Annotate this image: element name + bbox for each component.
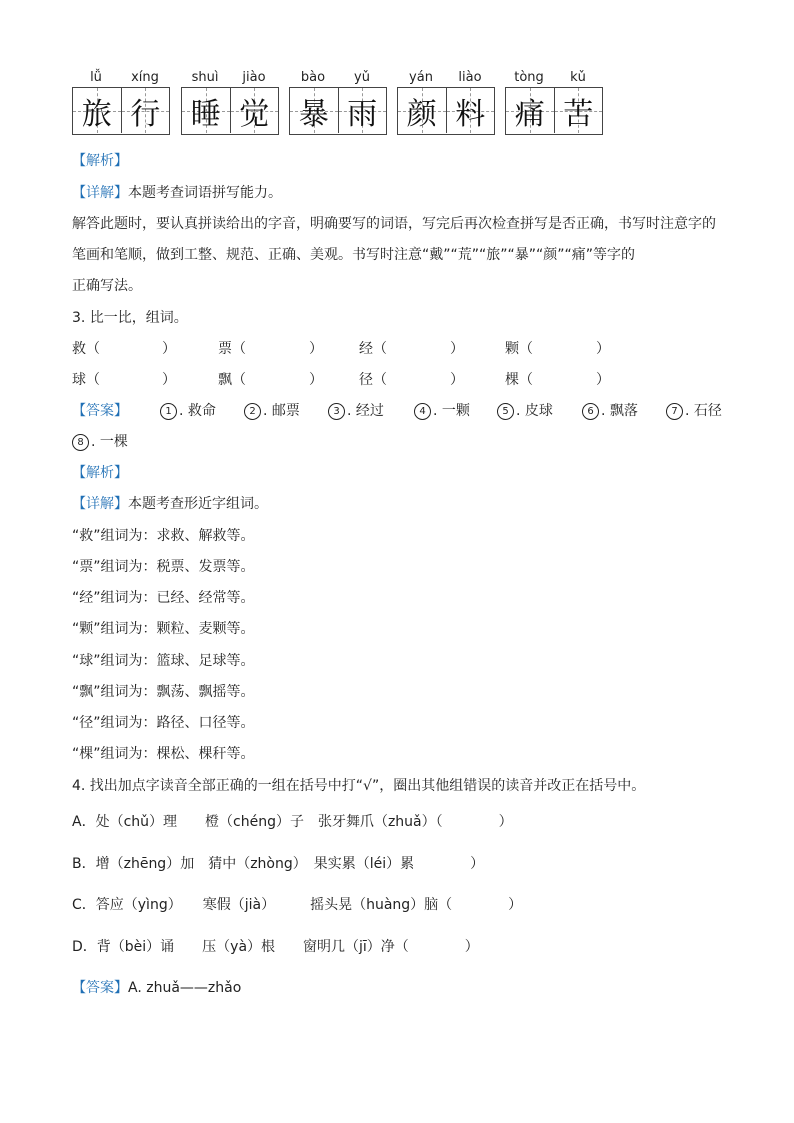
blank-close: ） <box>162 372 176 388</box>
character-cell: 睡 <box>182 88 230 133</box>
character-box <box>181 87 279 135</box>
pinyin-label: jiào <box>242 70 266 85</box>
pinyin-label: tòng <box>514 70 544 85</box>
character-cell: 觉 <box>230 88 279 133</box>
analysis-heading: 【解析】 <box>72 153 128 169</box>
answer-tag: 【答案】 <box>72 403 128 419</box>
word-blank: 飘（ <box>218 372 246 388</box>
question-title: 3. 比一比，组词。 <box>72 310 188 326</box>
option-d: D．背（bèi）诵 压（yà）根 窗明几（jī）净（ ） <box>72 939 479 955</box>
option-b: B．增（zhēng）加 猜中（zhòng） 果实累（léi）累 ） <box>72 856 485 872</box>
blank-close: ） <box>450 341 464 357</box>
option-c: C．答应（yìng） 寒假（jià） 摇头晃（huàng）脑（ ） <box>72 897 523 913</box>
blank-close: ） <box>309 372 323 388</box>
character-cell: 雨 <box>338 88 387 133</box>
answer-item: 2 . 邮票 <box>244 400 300 420</box>
word-blank: 颗（ <box>505 341 533 357</box>
word-blank: 径（ <box>359 372 387 388</box>
blank-close: ） <box>596 372 610 388</box>
character-cell: 料 <box>446 88 495 133</box>
word-explanation: “颗”组词为：颗粒、麦颗等。 <box>72 621 255 637</box>
answer-text: A. zhuǎ——zhǎo <box>128 980 242 996</box>
detail-tag: 【详解】 <box>72 185 128 201</box>
answer-item: 4 . 一颗 <box>414 400 470 420</box>
pinyin-label: kǔ <box>570 70 586 85</box>
detail-text: 本题考查词语拼写能力。 <box>128 185 282 201</box>
character-cell: 暴 <box>290 88 338 133</box>
pinyin-label: shuì <box>191 70 219 85</box>
character-cell: 旅 <box>73 88 121 133</box>
blank-close: ） <box>309 341 323 357</box>
option-a: A．处（chǔ）理 橙（chéng）子 张牙舞爪（zhuǎ）（ ） <box>72 814 513 830</box>
blank-close: ） <box>596 341 610 357</box>
word-explanation: “球”组词为：篮球、足球等。 <box>72 653 255 669</box>
paragraph-line: 正确写法。 <box>72 278 142 294</box>
pinyin-label: yán <box>409 70 433 85</box>
answer-item: 1 . 救命 <box>160 400 216 420</box>
blank-close: ） <box>162 341 176 357</box>
word-explanation: “经”组词为：已经、经常等。 <box>72 590 255 606</box>
word-blank: 票（ <box>218 341 246 357</box>
detail-text: 本题考查形近字组词。 <box>128 496 268 512</box>
paragraph-line: 解答此题时，要认真拼读给出的字音，明确要写的词语，写完后再次检查拼写是否正确，书写时注意字的 <box>72 216 716 232</box>
word-explanation: “票”组词为：税票、发票等。 <box>72 559 255 575</box>
character-box <box>397 87 495 135</box>
character-cell: 苦 <box>554 88 603 133</box>
pinyin-label: yǔ <box>354 70 370 85</box>
answer-tag: 【答案】 <box>72 980 128 996</box>
character-cell: 行 <box>121 88 170 133</box>
detail-line <box>72 182 282 202</box>
word-blank: 救（ <box>72 341 100 357</box>
word-explanation: “飘”组词为：飘荡、飘摇等。 <box>72 684 255 700</box>
answer-item: 6 . 飘落 <box>582 400 638 420</box>
pinyin-label: liào <box>458 70 482 85</box>
pinyin-label: xíng <box>131 70 159 85</box>
word-explanation: “径”组词为：路径、口径等。 <box>72 715 255 731</box>
answer-item: 5 . 皮球 <box>497 400 553 420</box>
answer-item: 3 . 经过 <box>328 400 384 420</box>
answer-item: 7 . 石径 <box>666 400 722 420</box>
question-title: 4. 找出加点字读音全部正确的一组在括号中打“√”，圈出其他组错误的读音并改正在括号中。 <box>72 778 646 794</box>
character-box <box>72 87 170 135</box>
pinyin-label: lǚ <box>90 70 102 85</box>
detail-line <box>72 493 268 513</box>
word-blank: 经（ <box>359 341 387 357</box>
pinyin-label: bào <box>300 70 326 85</box>
word-blank: 球（ <box>72 372 100 388</box>
paragraph-line: 笔画和笔顺，做到工整、规范、正确、美观。书写时注意“戴”“荒”“旅”“暴”“颜”“痛”等字的 <box>72 247 636 263</box>
character-box <box>505 87 603 135</box>
analysis-heading: 【解析】 <box>72 465 128 481</box>
answer-line <box>72 977 241 997</box>
answer-item: 8 . 一棵 <box>72 431 128 451</box>
character-cell: 颜 <box>398 88 446 133</box>
word-blank: 棵（ <box>505 372 533 388</box>
blank-close: ） <box>450 372 464 388</box>
character-box <box>289 87 387 135</box>
detail-tag: 【详解】 <box>72 496 128 512</box>
word-explanation: “救”组词为：求救、解救等。 <box>72 528 255 544</box>
character-cell: 痛 <box>506 88 554 133</box>
word-explanation: “棵”组词为：棵松、棵秆等。 <box>72 746 255 762</box>
